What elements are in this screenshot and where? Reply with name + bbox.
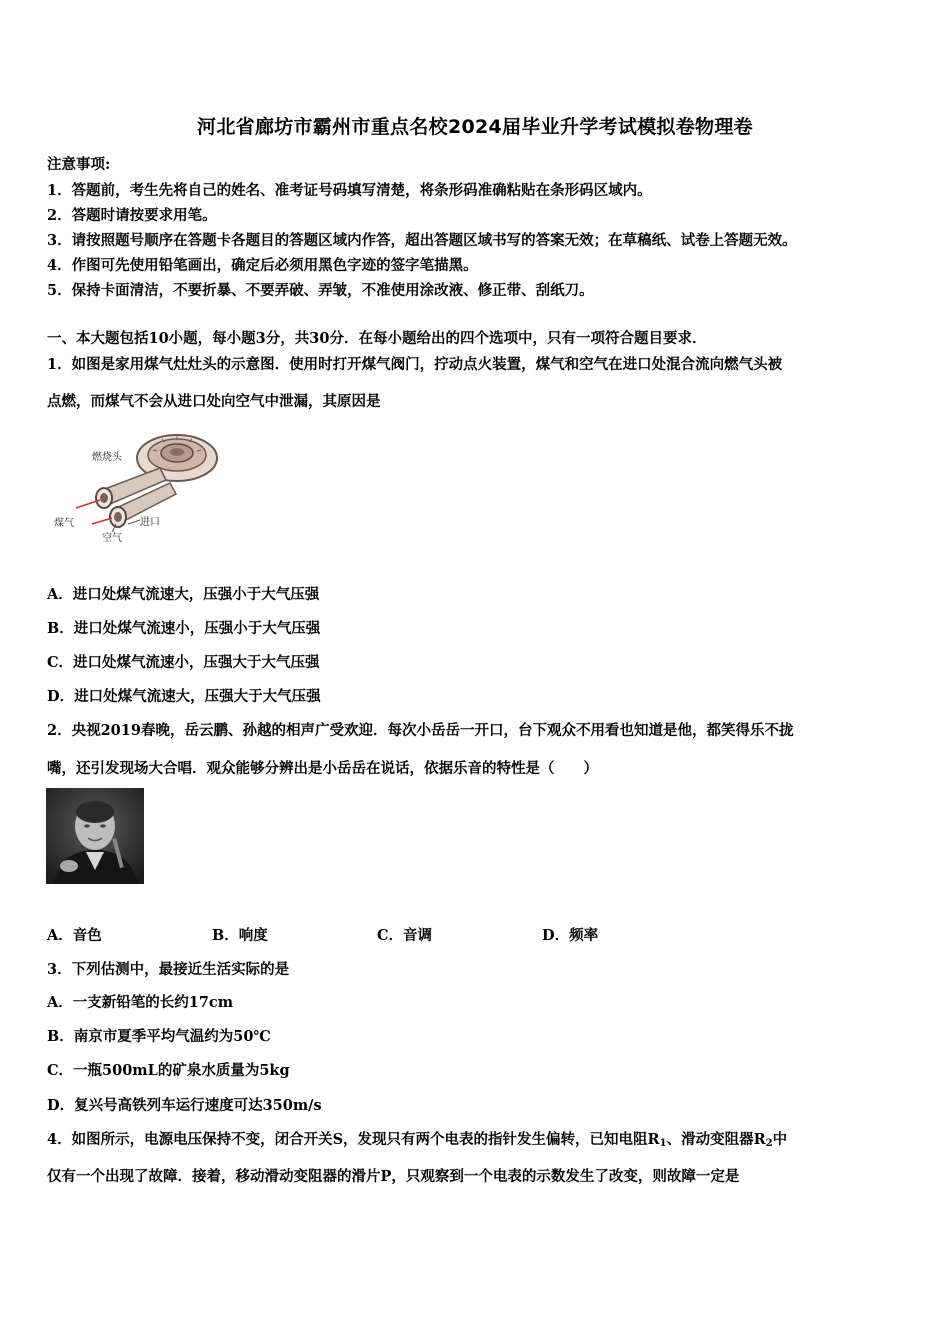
notice-item-3: 3．请按照题号顺序在答题卡各题目的答题区域内作答，超出答题区域书写的答案无效；在草稿纸、试卷上答题无效。	[47, 232, 797, 249]
q1-option-c: C．进口处煤气流速小，压强大于大气压强	[47, 654, 320, 671]
q3-option-a: A．一支新铅笔的长约17cm	[47, 994, 234, 1011]
q4-text-a: 4．如图所示，电源电压保持不变，闭合开关S，发现只有两个电表的指针发生偏转，已知电阻R	[47, 1131, 660, 1148]
q3-option-d: D．复兴号高铁列车运行速度可达350m/s	[47, 1097, 322, 1114]
q3-stem: 3．下列估测中，最接近生活实际的是	[47, 961, 290, 978]
label-air: 空气	[102, 533, 122, 544]
q4-stem-line1	[47, 1128, 787, 1149]
q1-option-a: A．进口处煤气流速大，压强小于大气压强	[47, 586, 320, 603]
label-inlet: 进口	[140, 517, 160, 528]
label-gas: 煤气	[54, 518, 74, 529]
q2-options-row	[47, 924, 927, 944]
q2-option-c: C．音调	[377, 927, 433, 944]
notice-item-4: 4．作图可先使用铅笔画出，确定后必须用黑色字迹的签字笔描黑。	[47, 257, 478, 274]
q3-option-b: B．南京市夏季平均气温约为50℃	[47, 1028, 271, 1045]
q2-option-b: B．响度	[212, 927, 268, 944]
q3-option-c: C．一瓶500mL的矿泉水质量为5kg	[47, 1062, 290, 1079]
q1-option-d: D．进口处煤气流速大，压强大于大气压强	[47, 688, 321, 705]
q2-stem-line1: 2．央视2019春晚，岳云鹏、孙越的相声广受欢迎．每次小岳岳一开口，台下观众不用看也知道是他，都笑得乐不拢	[47, 722, 794, 739]
q4-stem-line2: 仅有一个出现了故障．接着，移动滑动变阻器的滑片P，只观察到一个电表的示数发生了改变，则故障一定是	[47, 1168, 740, 1185]
performer-photo	[46, 788, 144, 884]
label-burner-head: 燃烧头	[92, 452, 122, 463]
q1-stem-line1: 1．如图是家用煤气灶灶头的示意图．使用时打开煤气阀门，拧动点火装置，煤气和空气在进口处混合流向燃气头被	[47, 356, 783, 373]
notice-item-2: 2．答题时请按要求用笔。	[47, 207, 217, 224]
notice-heading: 注意事项:	[47, 156, 111, 173]
q4-text-b: 、滑动变阻器R	[666, 1131, 766, 1148]
page-title: 河北省廊坊市霸州市重点名校2024届毕业升学考试模拟卷物理卷	[197, 116, 753, 138]
q2-option-d: D．频率	[542, 927, 599, 944]
q2-stem-line2: 嘴，还引发现场大合唱．观众能够分辨出是小岳岳在说话，依据乐音的特性是（ ）	[47, 760, 598, 777]
notice-item-1: 1．答题前，考生先将自己的姓名、准考证号码填写清楚，将条形码准确粘贴在条形码区域内。	[47, 182, 652, 199]
q1-option-b: B．进口处煤气流速小，压强小于大气压强	[47, 620, 321, 637]
gas-burner-figure	[52, 428, 220, 548]
q2-option-a: A．音色	[47, 927, 102, 944]
q4-text-c: 中	[772, 1131, 788, 1148]
q4-sub-1: 1	[659, 1138, 667, 1149]
q4-sub-2: 2	[765, 1138, 773, 1149]
section-heading: 一、本大题包括10小题，每小题3分，共30分．在每小题给出的四个选项中，只有一项符合题目要求．	[47, 330, 707, 347]
q1-stem-line2: 点燃，而煤气不会从进口处向空气中泄漏，其原因是	[47, 393, 381, 410]
notice-item-5: 5．保持卡面清洁，不要折暴、不要弄破、弄皱，不准使用涂改液、修正带、刮纸刀。	[47, 282, 594, 299]
